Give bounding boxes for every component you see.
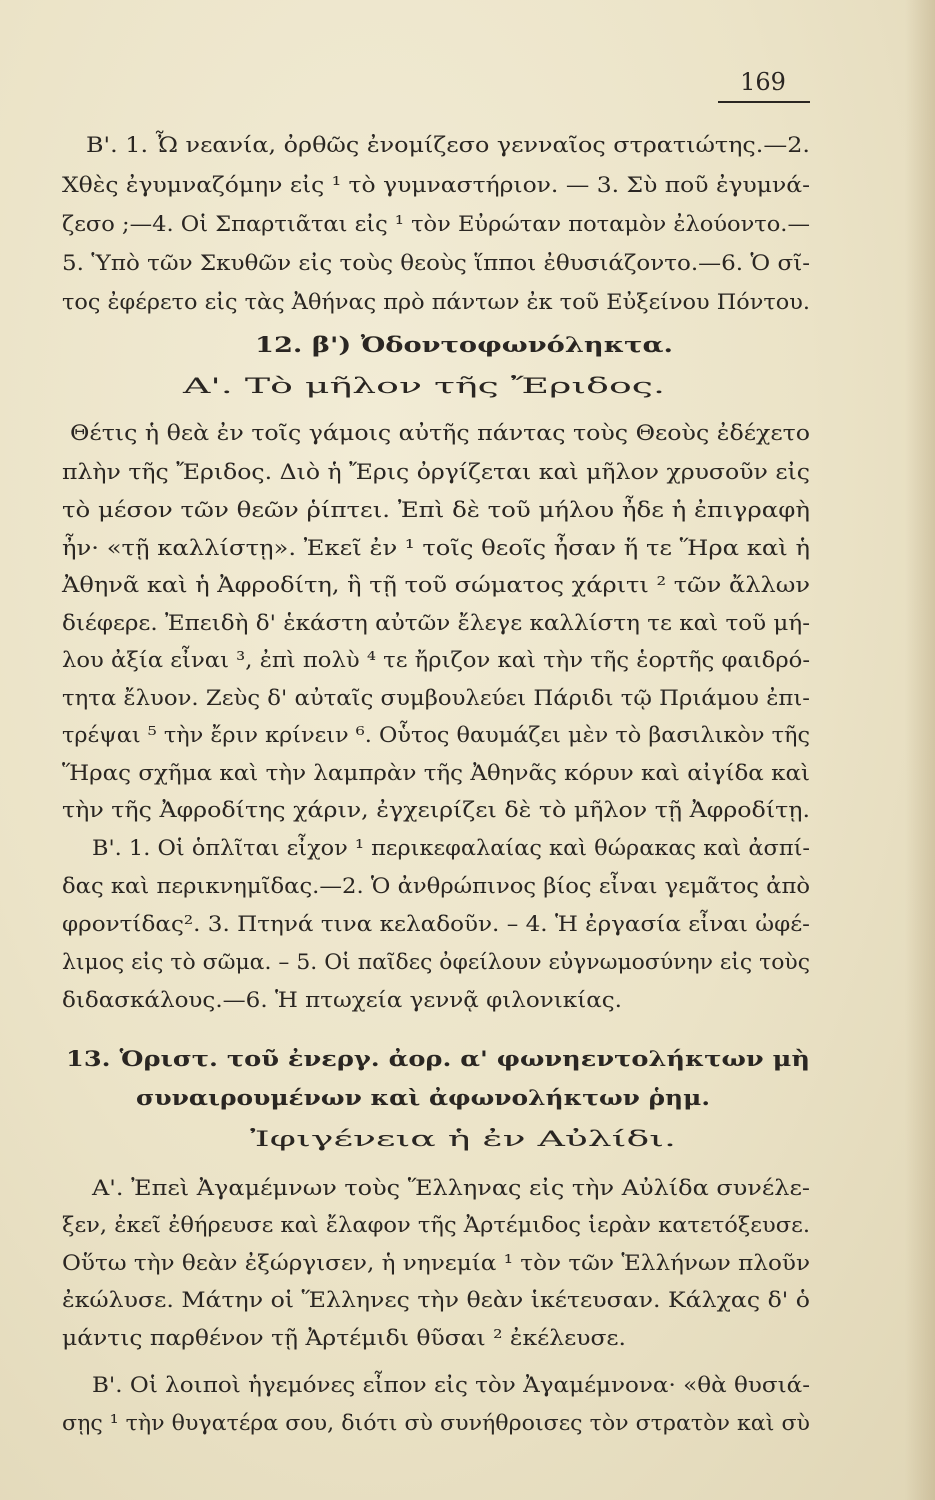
- text-line: ἐκώλυσε. Μάτην οἱ Ἕλληνες τὴν θεὰν ἱκέτευσαν. Κάλχας δ' ὁ: [62, 1288, 810, 1313]
- text-line: Ἥρας σχῆμα καὶ τὴν λαμπρὰν τῆς Ἀθηνᾶς κόρυν καὶ αἰγίδα καὶ: [62, 761, 810, 786]
- story-title: Α'. Τὸ μῆλον τῆς Ἔριδος.: [183, 374, 665, 399]
- text-line: Οὕτω τὴν θεὰν ἐξώργισεν, ἡ νηνεμία ¹ τὸν τῶν Ἑλλήνων πλοῦν: [62, 1251, 810, 1276]
- story-title: Ἰφιγένεια ἡ ἐν Αὐλίδι.: [250, 1127, 676, 1152]
- text-line: τὸ μέσον τῶν θεῶν ῥίπτει. Ἐπὶ δὲ τοῦ μήλου ἦδε ἡ ἐπιγραφὴ: [62, 498, 810, 523]
- text-line: δας καὶ περικνημῖδας.—2. Ὁ ἀνθρώπινος βίος εἶναι γεμᾶτος ἀπὸ: [62, 874, 810, 899]
- text-line: λιμος εἰς τὸ σῶμα. – 5. Οἱ παῖδες ὀφείλουν εὐγνωμοσύνην εἰς τοὺς: [62, 950, 810, 975]
- page-gutter-shadow: [905, 0, 935, 1500]
- section-heading: 13. Ὁριστ. τοῦ ἐνεργ. ἀορ. α' φωνηεντολήκτων μὴ: [66, 1047, 810, 1072]
- section-heading-continued: συναιρουμένων καὶ ἀφωνολήκτων ῥημ.: [136, 1086, 710, 1111]
- text-line: Α'. Ἐπεὶ Ἀγαμέμνων τοὺς Ἕλληνας εἰς τὴν Αὐλίδα συνέλε-: [92, 1176, 810, 1201]
- text-line: διέφερε. Ἐπειδὴ δ' ἑκάστη αὐτῶν ἔλεγε καλλίστη τε καὶ τοῦ μή-: [62, 611, 811, 636]
- text-line: μάντις παρθένον τῇ Ἀρτέμιδι θῦσαι ² ἐκέλευσε.: [62, 1326, 626, 1351]
- text-line: Θέτις ἡ θεὰ ἐν τοῖς γάμοις αὐτῆς πάντας τοὺς Θεοὺς ἐδέχετο: [70, 421, 810, 446]
- text-line: 5. Ὑπὸ τῶν Σκυθῶν εἰς τοὺς θεοὺς ἵπποι ἐθυσιάζοντο.—6. Ὁ σῖ-: [62, 251, 810, 276]
- text-line: Ἀθηνᾶ καὶ ἡ Ἀφροδίτη, ἣ τῇ τοῦ σώματος χάριτι ² τῶν ἄλλων: [62, 573, 810, 598]
- text-line: λου ἀξία εἶναι ³, ἐπὶ πολὺ ⁴ τε ἤριζον καὶ τὴν τῆς ἑορτῆς φαιδρό-: [62, 648, 810, 673]
- text-line: Β'. 1. Ὦ νεανία, ὀρθῶς ἐνομίζεσο γενναῖος στρατιώτης.—2.: [86, 133, 810, 158]
- text-line: ἦν· «τῇ καλλίστῃ». Ἐκεῖ ἐν ¹ τοῖς θεοῖς ἦσαν ἥ τε Ἥρα καὶ ἡ: [62, 536, 810, 561]
- text-line: τὴν τῆς Ἀφροδίτης χάριν, ἐγχειρίζει δὲ τὸ μῆλον τῇ Ἀφροδίτῃ.: [62, 798, 810, 823]
- text-line: Β'. Οἱ λοιποὶ ἡγεμόνες εἶπον εἰς τὸν Ἀγαμέμνονα· «θὰ θυσιά-: [92, 1373, 811, 1398]
- section-heading: 12. β') Ὀδοντοφωνόληκτα.: [255, 333, 673, 358]
- text-line: ζεσο ;—4. Οἱ Σπαρτιᾶται εἰς ¹ τὸν Εὐρώταν ποταμὸν ἐλούοντο.—: [62, 212, 810, 237]
- text-line: τρέψαι ⁵ τὴν ἔριν κρίνειν ⁶. Οὗτος θαυμάζει μὲν τὸ βασιλικὸν τῆς: [62, 723, 810, 748]
- text-line: διδασκάλους.—6. Ἡ πτωχεία γεννᾷ φιλονικίας.: [62, 988, 622, 1013]
- text-line: τητα ἔλυον. Ζεὺς δ' αὐταῖς συμβουλεύει Πάριδι τῷ Πριάμου ἐπι-: [62, 686, 810, 711]
- page-number-rule: [718, 101, 810, 103]
- text-line: πλὴν τῆς Ἔριδος. Διὸ ἡ Ἔρις ὀργίζεται καὶ μῆλον χρυσοῦν εἰς: [62, 460, 811, 485]
- text-line: φροντίδας². 3. Πτηνά τινα κελαδοῦν. – 4. Ἡ ἐργασία εἶναι ὠφέ-: [62, 912, 810, 937]
- page-number: 169: [740, 68, 786, 96]
- text-line: Χθὲς ἐγυμναζόμην εἰς ¹ τὸ γυμναστήριον. — 3. Σὺ ποῦ ἐγυμνά-: [62, 173, 810, 198]
- text-line: τος ἐφέρετο εἰς τὰς Ἀθήνας πρὸ πάντων ἐκ τοῦ Εὐξείνου Πόντου.: [62, 290, 810, 315]
- text-line: ξεν, ἐκεῖ ἐθήρευσε καὶ ἔλαφον τῆς Ἀρτέμιδος ἱερὰν κατετόξευσε.: [62, 1213, 810, 1238]
- text-line: σῃς ¹ τὴν θυγατέρα σου, διότι σὺ συνήθροισες τὸν στρατὸν καὶ σὺ: [62, 1411, 811, 1436]
- text-line: Β'. 1. Οἱ ὁπλῖται εἶχον ¹ περικεφαλαίας καὶ θώρακας καὶ ἀσπί-: [92, 836, 811, 861]
